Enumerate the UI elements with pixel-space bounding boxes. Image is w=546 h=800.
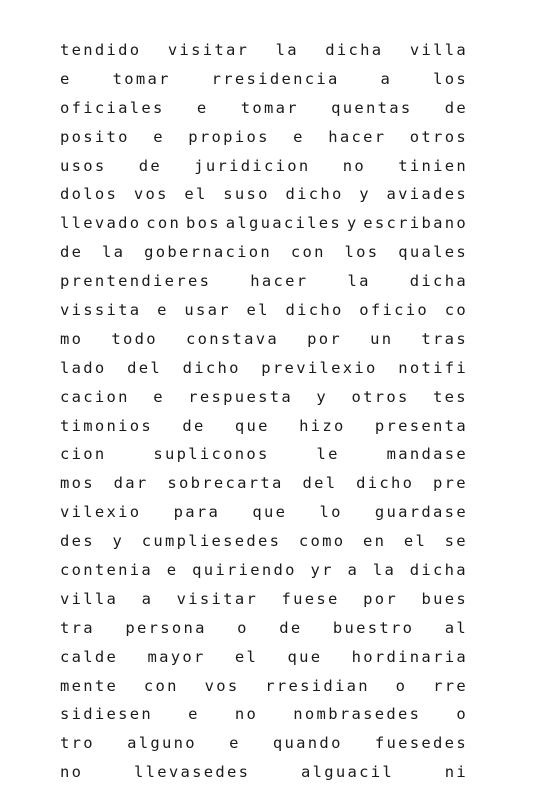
- word: usar: [184, 301, 231, 320]
- word: posito: [60, 127, 130, 146]
- word: a: [347, 561, 360, 580]
- word: el: [184, 185, 208, 204]
- word: villa: [409, 41, 468, 59]
- word: fuese: [281, 589, 340, 608]
- word: todo: [111, 329, 158, 348]
- word: dicho: [285, 301, 344, 320]
- word: alguacil: [300, 763, 395, 782]
- word: mo: [60, 329, 84, 348]
- word: y: [112, 532, 125, 551]
- word: los: [433, 69, 468, 88]
- text-line: [60, 383, 468, 412]
- word: e: [229, 734, 241, 753]
- word: visitar: [176, 589, 259, 608]
- text-line: [60, 94, 468, 123]
- word: bues: [421, 589, 468, 608]
- word: con: [143, 676, 179, 695]
- word: del: [302, 474, 338, 493]
- word: ni: [444, 763, 468, 782]
- word: al: [444, 618, 468, 637]
- word: que: [287, 647, 323, 666]
- word: de: [182, 416, 206, 435]
- word: constava: [185, 329, 280, 348]
- word: a: [380, 69, 393, 88]
- word: la: [102, 243, 126, 262]
- word: calde: [60, 647, 119, 666]
- word: rresidencia: [211, 69, 340, 88]
- word: y: [316, 387, 329, 406]
- text-line: [60, 700, 468, 729]
- text-line: [60, 36, 468, 65]
- word: en: [362, 532, 387, 551]
- word: del: [127, 358, 162, 377]
- word: persona: [125, 618, 207, 637]
- word: previlexio: [261, 358, 378, 377]
- word: dar: [113, 474, 149, 493]
- word: e: [196, 98, 209, 117]
- word: quando: [272, 734, 343, 753]
- word: tro: [60, 734, 95, 753]
- word: mandase: [386, 445, 468, 464]
- word: mos: [60, 474, 95, 493]
- word: con: [290, 243, 326, 262]
- word: tinien: [398, 156, 468, 175]
- word: yr: [310, 561, 334, 580]
- word: que: [234, 416, 270, 435]
- text-line: [60, 643, 468, 672]
- word: hacer: [250, 272, 309, 291]
- word: dicha: [409, 272, 468, 291]
- word: guardase: [374, 503, 468, 522]
- word: gobernacion: [144, 243, 273, 262]
- word: vissita: [60, 301, 142, 320]
- word: o: [456, 705, 468, 724]
- word: llevasedes: [133, 763, 251, 782]
- text-line: [60, 65, 468, 94]
- word: el: [246, 301, 270, 320]
- word: buestro: [332, 618, 415, 637]
- word: pre: [433, 474, 468, 493]
- word: e: [153, 387, 165, 406]
- word: le: [316, 445, 340, 464]
- text-line: [60, 354, 468, 383]
- text-line: [60, 440, 468, 469]
- word: e: [153, 127, 165, 146]
- word: sobrecarta: [167, 474, 284, 493]
- word: como: [298, 532, 346, 551]
- text-line: [60, 672, 468, 701]
- text-line: [60, 412, 468, 441]
- word: a: [141, 589, 154, 608]
- word: contenia: [60, 561, 154, 580]
- word: e: [188, 705, 200, 724]
- word: notifi: [398, 358, 468, 377]
- word: quiriendo: [192, 561, 297, 580]
- word: tomar: [112, 69, 171, 88]
- word: la: [275, 41, 299, 59]
- word: respuesta: [188, 387, 293, 406]
- word: timonios: [60, 416, 154, 435]
- word: tes: [433, 387, 468, 406]
- word: escribano: [363, 214, 468, 233]
- word: y: [359, 185, 371, 204]
- word: se: [444, 532, 468, 551]
- word: de: [60, 243, 84, 262]
- text-line: [60, 758, 468, 787]
- word: quentas: [331, 98, 413, 117]
- word: tomar: [240, 98, 299, 117]
- word: co: [444, 301, 468, 320]
- text-line: [60, 123, 468, 152]
- word: juridicion: [194, 156, 311, 175]
- word: oficiales: [60, 98, 165, 117]
- word: cumpliesedes: [141, 532, 282, 551]
- word: mayor: [147, 647, 206, 666]
- word: hizo: [299, 416, 346, 435]
- word: des: [60, 532, 95, 551]
- word: no: [342, 156, 366, 175]
- word: dicha: [409, 561, 468, 580]
- word: alguno: [127, 734, 197, 753]
- word: e: [60, 69, 72, 88]
- word: presenta: [374, 416, 468, 435]
- word: usos: [60, 156, 107, 175]
- text-line: [60, 267, 468, 296]
- text-line: [60, 325, 468, 354]
- word: que: [252, 503, 288, 522]
- word: para: [173, 503, 221, 522]
- text-line: [60, 614, 468, 643]
- text-line: [60, 180, 468, 209]
- text-line: [60, 296, 468, 325]
- word: dolos: [60, 185, 119, 204]
- text-line: [60, 527, 468, 556]
- text-line: [60, 556, 468, 585]
- word: con: [146, 214, 182, 233]
- word: nombrasedes: [293, 705, 422, 724]
- word: y: [346, 214, 359, 233]
- word: villa: [60, 589, 119, 608]
- text-line: [60, 498, 468, 527]
- word: dicho: [285, 185, 344, 204]
- word: vos: [204, 676, 240, 695]
- word: sidiesen: [60, 705, 154, 724]
- word: no: [60, 763, 84, 782]
- word: lo: [319, 503, 343, 522]
- word: por: [307, 329, 342, 348]
- word: o: [395, 676, 408, 695]
- word: tras: [421, 329, 468, 348]
- word: alguaciles: [225, 214, 343, 233]
- word: la: [347, 272, 371, 291]
- word: visitar: [167, 41, 250, 59]
- word: dicho: [182, 358, 241, 377]
- word: el: [234, 647, 259, 666]
- word: supliconos: [153, 445, 270, 464]
- word: dicha: [325, 41, 384, 59]
- word: tra: [60, 618, 95, 637]
- word: no: [234, 705, 259, 724]
- word: un: [370, 329, 394, 348]
- word: hordinaria: [351, 647, 468, 666]
- word: fuesedes: [374, 734, 468, 753]
- text-line: [60, 152, 468, 181]
- word: cion: [60, 445, 107, 464]
- word: mente: [60, 676, 119, 695]
- word: hacer: [328, 127, 387, 146]
- word: de: [138, 156, 162, 175]
- word: el: [403, 532, 428, 551]
- word: rresidian: [265, 676, 370, 695]
- word: e: [166, 561, 179, 580]
- word: propios: [188, 127, 270, 146]
- word: de: [444, 98, 468, 117]
- word: suso: [223, 185, 270, 204]
- word: los: [344, 243, 380, 262]
- word: por: [363, 589, 399, 608]
- word: otros: [409, 127, 468, 146]
- word: tendido: [60, 41, 142, 59]
- word: vilexio: [60, 503, 142, 522]
- word: o: [237, 618, 249, 637]
- word: aviades: [386, 185, 468, 204]
- word: llevado: [60, 214, 142, 233]
- word: e: [293, 127, 305, 146]
- word: vos: [133, 185, 169, 204]
- word: quales: [398, 243, 468, 262]
- text-line: [60, 585, 468, 614]
- manuscript-transcription: [60, 36, 468, 787]
- word: cacion: [60, 387, 130, 406]
- word: rre: [433, 676, 468, 695]
- word: oficio: [359, 301, 430, 320]
- word: otros: [351, 387, 410, 406]
- word: dicho: [356, 474, 415, 493]
- word: lado: [60, 358, 107, 377]
- text-line: [60, 469, 468, 498]
- text-line: [60, 238, 468, 267]
- word: e: [157, 301, 169, 320]
- text-line: [60, 729, 468, 758]
- word: prentendieres: [60, 272, 212, 291]
- word: de: [279, 618, 303, 637]
- word: bos: [185, 214, 221, 233]
- word: la: [372, 561, 397, 580]
- text-line: [60, 209, 468, 238]
